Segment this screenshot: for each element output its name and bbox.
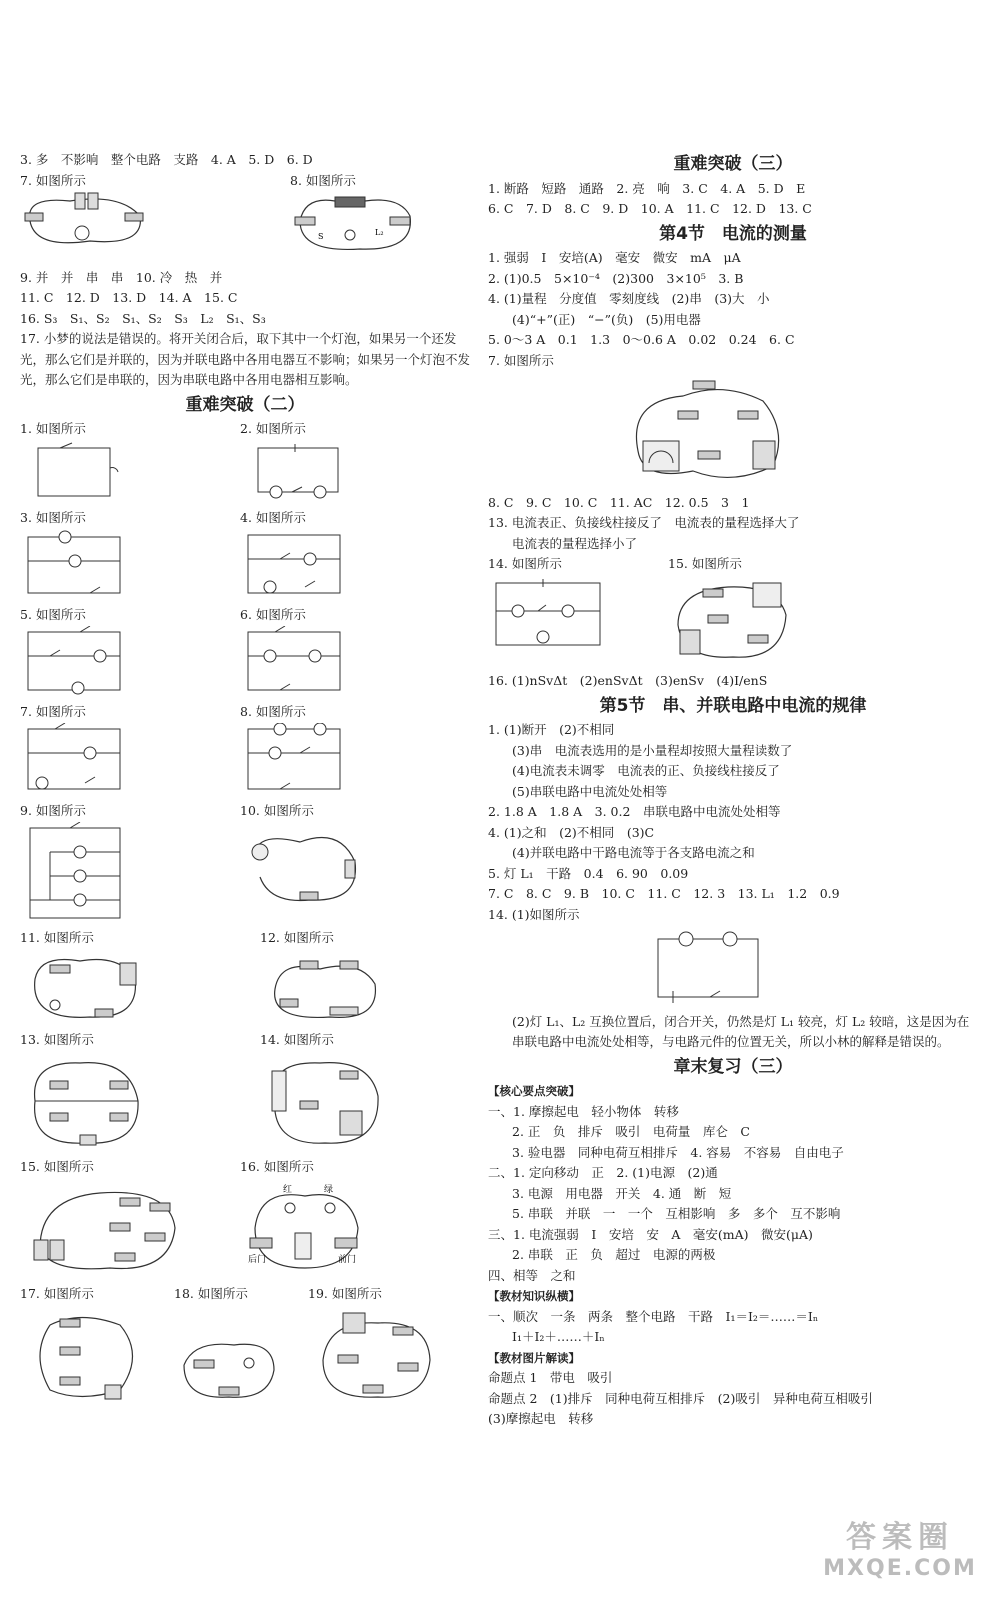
fig-label: 3. 如图所示 (20, 510, 86, 525)
circuit-diagram (20, 1051, 150, 1151)
fig-15-current (668, 554, 798, 671)
fig-11 (20, 928, 150, 1030)
watermark-url: MXQE.COM (823, 1556, 977, 1581)
circuit-diagram (240, 529, 350, 599)
fig-9 (20, 801, 130, 928)
answer-line: (5)串联电路中电流处处相等 (512, 783, 668, 799)
fig-10 (240, 801, 370, 928)
fig-label: 6. 如图所示 (240, 607, 306, 622)
fig-19 (308, 1284, 438, 1411)
fig-3 (20, 508, 130, 605)
answer-line: 1. 强弱 I 安培(A) 毫安 微安 mA μA (488, 250, 741, 265)
fig-18 (174, 1284, 284, 1411)
fig-12 (260, 928, 390, 1030)
answer-line: 3. 验电器 同种电荷互相排斥 4. 容易 不容易 自由电子 (512, 1144, 844, 1160)
answer-line: 一、顺次 一条 两条 整个电路 干路 I₁＝I₂＝……＝Iₙ (488, 1308, 819, 1324)
fig-label: 8. 如图所示 (290, 172, 356, 188)
fig-8b (240, 702, 350, 801)
fig-text-front-door: 前门 (338, 1254, 357, 1265)
fig-label: 19. 如图所示 (308, 1286, 382, 1301)
circuit-diagram (20, 949, 150, 1024)
circuit-diagram (240, 723, 350, 795)
answer-line: 1. 断路 短路 通路 2. 亮 响 3. C 4. A 5. D E (488, 180, 806, 196)
left-column (20, 150, 470, 1411)
fig-label: 18. 如图所示 (174, 1286, 248, 1301)
circuit-diagram (290, 191, 420, 261)
answer-line: 8. C 9. C 10. C 11. AC 12. 0.5 3 1 (488, 494, 750, 510)
watermark-logo (820, 1512, 980, 1582)
answer-line: 14. (1)如图所示 (488, 906, 580, 922)
answer-paragraph: 17. 小梦的说法是错误的。将开关闭合后，取下其中一个灯泡，如果另一个还发光，那么它们是并联的，因为并联电路中各用电器互不影响；如果另一个灯泡不发光，那么它们是串联的，因为串联电路中各用电器相互影响。 (20, 331, 471, 387)
fig-7 (20, 171, 150, 268)
fig-label: 2. 如图所示 (240, 421, 306, 436)
answer-line: 5. 0～3 A 0.1 1.3 0～0.6 A 0.02 0.24 6. C (488, 332, 795, 347)
answer-line: 二、1. 定向移动 正 2. (1)电源 (2)通 (488, 1165, 718, 1180)
fig-label: 8. 如图所示 (240, 704, 306, 719)
fig-label: 16. 如图所示 (240, 1159, 314, 1174)
circuit-diagram (20, 723, 130, 795)
answer-line: 4. (1)之和 (2)不相同 (3)C (488, 824, 655, 840)
answer-line: 电流表的量程选择小了 (512, 535, 638, 551)
answer-line: 2. 1.8 A 1.8 A 3. 0.2 串联电路中电流处处相等 (488, 804, 781, 819)
fig-label: 5. 如图所示 (20, 607, 86, 622)
circuit-diagram (240, 626, 350, 696)
fig-15 (20, 1157, 190, 1284)
fig-label: 12. 如图所示 (260, 930, 334, 945)
answer-line: 1. (1)断开 (2)不相同 (488, 722, 615, 737)
fig-label: 1. 如图所示 (20, 421, 86, 436)
answer-line: 13. 电流表正、负接线柱接反了 电流表的量程选择大了 (488, 515, 800, 530)
circuit-diagram (260, 1051, 390, 1151)
fig-label: 13. 如图所示 (20, 1032, 94, 1047)
answer-line: 命题点 2 (1)排斥 同种电荷互相排斥 (2)吸引 异种电荷互相吸引 (488, 1390, 873, 1406)
right-column (488, 150, 978, 1430)
subsection-tag: 【教材知识纵横】 (488, 1289, 580, 1303)
circuit-diagram (20, 191, 150, 253)
circuit-diagram (308, 1305, 438, 1405)
circuit-diagram (623, 371, 793, 486)
answer-line: 5. 灯 L₁ 干路 0.4 6. 90 0.09 (488, 865, 689, 881)
answer-line: 2. 正 负 排斥 吸引 电荷量 库仑 C (512, 1124, 750, 1139)
section-title: 第5节 串、并联电路中电流的规律 (599, 695, 867, 716)
fig-16 (240, 1157, 370, 1284)
circuit-diagram (174, 1305, 284, 1405)
fig-1 (20, 419, 130, 508)
section-title: 重难突破（二） (185, 394, 305, 415)
watermark-text: 答案圈 (846, 1520, 954, 1555)
fig-label: 14. 如图所示 (260, 1032, 334, 1047)
fig-text-green: 绿 (324, 1184, 334, 1195)
fig-4 (240, 508, 350, 605)
circuit-diagram (668, 575, 798, 665)
fig-7-current (488, 371, 978, 493)
circuit-diagram (20, 1178, 190, 1278)
answer-line: I₁＋I₂＋……＋Iₙ (512, 1329, 605, 1344)
fig-17 (20, 1284, 150, 1411)
circuit-diagram (488, 575, 608, 653)
answer-line: 3. 多 不影响 整个电路 支路 4. A 5. D 6. D (20, 152, 313, 167)
circuit-diagram (20, 626, 130, 696)
fig-14-series (488, 925, 978, 1012)
fig-label: 9. 如图所示 (20, 803, 86, 818)
answer-line: 命题点 1 带电 吸引 (488, 1370, 613, 1385)
fig-label: 7. 如图所示 (488, 352, 554, 368)
section-title: 重难突破（三） (673, 154, 793, 174)
answer-line: 四、相等 之和 (488, 1267, 576, 1283)
answer-line: 7. C 8. C 9. B 10. C 11. C 12. 3 13. L₁ 1.2 0.9 (488, 886, 840, 901)
answer-line: (4)并联电路中干路电流等于各支路电流之和 (512, 845, 755, 860)
fig-label: 15. 如图所示 (668, 556, 742, 571)
answer-line: 9. 并 并 串 串 10. 冷 热 并 (20, 269, 223, 285)
answer-line: (4)电流表未调零 电流表的正、负接线柱接反了 (512, 763, 780, 778)
fig-label: 11. 如图所示 (20, 930, 94, 945)
circuit-diagram (648, 925, 768, 1005)
fig-8 (290, 171, 420, 268)
fig-label: 17. 如图所示 (20, 1286, 94, 1301)
fig-text-back-door: 后门 (248, 1254, 267, 1265)
answer-line: 2. (1)0.5 5×10⁻⁴ (2)300 3×10⁵ 3. B (488, 270, 744, 286)
circuit-diagram (260, 949, 390, 1024)
circuit-diagram (20, 529, 130, 599)
answer-line: 三、1. 电流强弱 I 安培 安 A 毫安(mA) 微安(μA) (488, 1226, 813, 1242)
fig-14-current (488, 554, 608, 671)
section-title: 第4节 电流的测量 (659, 223, 807, 244)
circuit-diagram (240, 822, 370, 912)
fig-6 (240, 605, 350, 702)
answer-line: (4)“+”(正) “−”(负) (5)用电器 (512, 311, 701, 327)
fig-text-red: 红 (283, 1184, 293, 1195)
svg-text:L₂: L₂ (375, 228, 384, 237)
fig-14 (260, 1030, 390, 1157)
circuit-diagram (20, 440, 130, 502)
subsection-tag: 【教材图片解读】 (488, 1350, 580, 1365)
circuit-diagram (20, 822, 130, 922)
fig-5 (20, 605, 130, 702)
fig-7b (20, 702, 130, 801)
answer-line: 16. (1)nSvΔt (2)enSvΔt (3)enSv (4)I/enS (488, 673, 768, 688)
answer-paragraph: (2)灯 L₁、L₂ 互换位置后，闭合开关，仍然是灯 L₁ 较亮，灯 L₂ 较暗，这是因为在串联电路中电流处处相等，与电路元件的位置无关，所以小林的解释是错误的。 (512, 1013, 970, 1049)
answer-line: 11. C 12. D 13. D 14. A 15. C (20, 290, 238, 305)
answer-line: 4. (1)量程 分度值 零刻度线 (2)串 (3)大 小 (488, 291, 770, 306)
fig-label: 4. 如图所示 (240, 510, 306, 525)
answer-line: 3. 电源 用电器 开关 4. 通 断 短 (512, 1185, 732, 1201)
circuit-diagram (240, 440, 350, 502)
fig-label: 14. 如图所示 (488, 556, 562, 571)
circuit-diagram (240, 1178, 370, 1278)
svg-text:S: S (318, 232, 324, 241)
subsection-tag: 【核心要点突破】 (488, 1084, 580, 1098)
answer-line: 16. S₃ S₁、S₂ S₁、S₂ S₃ L₂ S₁、S₃ (20, 310, 266, 326)
answer-line: (3)串 电流表选用的是小量程却按照大量程读数了 (512, 742, 793, 758)
section-title: 章末复习（三） (673, 1056, 793, 1077)
fig-label: 7. 如图所示 (20, 704, 86, 719)
circuit-diagram (20, 1305, 150, 1405)
answer-line: (3)摩擦起电 转移 (488, 1411, 594, 1426)
answer-line: 2. 串联 正 负 超过 电源的两极 (512, 1247, 716, 1262)
answer-line: 一、1. 摩擦起电 轻小物体 转移 (488, 1103, 679, 1119)
fig-label: 10. 如图所示 (240, 803, 314, 818)
fig-13 (20, 1030, 150, 1157)
fig-label: 15. 如图所示 (20, 1159, 94, 1174)
answer-line: 5. 串联 并联 一 一个 互相影响 多 多个 互不影响 (512, 1206, 841, 1221)
fig-label: 7. 如图所示 (20, 172, 86, 188)
answer-line: 6. C 7. D 8. C 9. D 10. A 11. C 12. D 13. C (488, 201, 812, 216)
fig-2 (240, 419, 350, 508)
